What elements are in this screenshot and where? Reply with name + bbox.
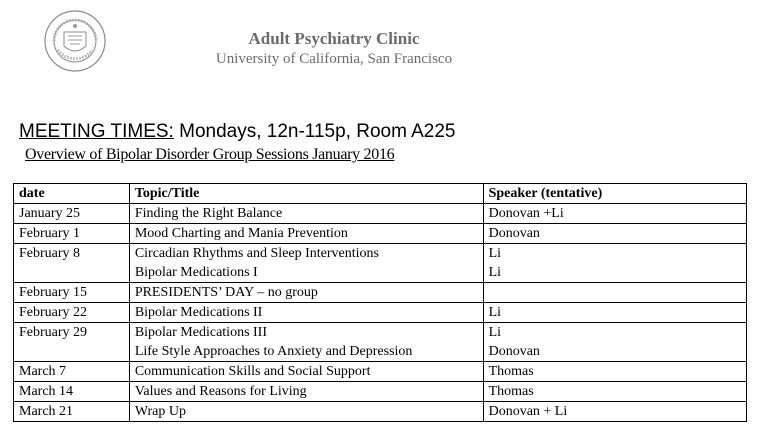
session-speaker xyxy=(483,224,746,244)
session-topic xyxy=(129,244,483,283)
table-row xyxy=(14,362,747,382)
session-topic xyxy=(129,283,483,303)
table-row xyxy=(14,323,747,362)
university-seal-logo xyxy=(44,10,106,72)
header-date: date xyxy=(14,184,130,204)
session-topic xyxy=(129,204,483,224)
topic-line: Life Style Approaches to Anxiety and Depression xyxy=(134,344,413,359)
session-date: February 22 xyxy=(14,303,130,323)
speaker-line: Li xyxy=(488,246,502,261)
topic-line: Bipolar Medications I xyxy=(134,265,258,280)
session-speaker xyxy=(483,204,746,224)
session-date: February 8 xyxy=(14,244,130,283)
speaker-line xyxy=(489,283,741,302)
session-speaker xyxy=(483,244,746,283)
session-speaker xyxy=(483,283,746,303)
speaker-line: Donovan xyxy=(488,226,540,241)
session-topic xyxy=(129,224,483,244)
table-row xyxy=(14,244,747,283)
session-topic xyxy=(129,362,483,382)
session-speaker xyxy=(483,382,746,402)
table-header-row xyxy=(14,184,747,204)
session-topic xyxy=(129,402,483,422)
topic-line: Bipolar Medications III xyxy=(134,325,267,340)
speaker-line: Li xyxy=(488,325,502,340)
session-date: February 1 xyxy=(14,224,130,244)
meeting-times-details: Mondays, 12n-115p, Room A225 xyxy=(173,121,456,142)
table-row xyxy=(14,283,747,303)
session-speaker xyxy=(483,303,746,323)
session-date: March 21 xyxy=(14,402,130,422)
session-speaker xyxy=(483,402,746,422)
clinic-name: Adult Psychiatry Clinic xyxy=(248,29,420,48)
table-row xyxy=(14,224,747,244)
table-row xyxy=(14,402,747,422)
session-date: January 25 xyxy=(14,204,130,224)
meeting-times xyxy=(19,121,456,143)
session-date: February 29 xyxy=(14,323,130,362)
topic-line: PRESIDENTS’ DAY – no group xyxy=(134,285,318,300)
speaker-line: Donovan xyxy=(488,344,540,359)
header-speaker: Speaker (tentative) xyxy=(483,184,746,204)
speaker-line: Li xyxy=(488,305,502,320)
speaker-line: Donovan +Li xyxy=(488,206,564,221)
speaker-line: Donovan + Li xyxy=(488,404,568,419)
session-date: March 14 xyxy=(14,382,130,402)
header-topic: Topic/Title xyxy=(129,184,483,204)
speaker-line: Li xyxy=(488,265,502,280)
session-topic xyxy=(129,303,483,323)
session-topic xyxy=(129,323,483,362)
topic-line: Circadian Rhythms and Sleep Interventions xyxy=(134,246,379,261)
meeting-times-label: MEETING TIMES: xyxy=(19,121,174,142)
university-name: University of California, San Francisco xyxy=(215,51,453,67)
clinic-header xyxy=(206,29,462,69)
table-row xyxy=(14,204,747,224)
overview-title: Overview of Bipolar Disorder Group Sessions January 2016 xyxy=(25,146,395,163)
table-body xyxy=(14,204,747,422)
table-row xyxy=(14,382,747,402)
session-date: March 7 xyxy=(14,362,130,382)
session-topic xyxy=(129,382,483,402)
session-speaker xyxy=(483,323,746,362)
topic-line: Wrap Up xyxy=(134,404,186,419)
speaker-line: Thomas xyxy=(488,364,534,379)
session-date: February 15 xyxy=(14,283,130,303)
topic-line: Mood Charting and Mania Prevention xyxy=(134,226,348,241)
table-row xyxy=(14,303,747,323)
topic-line: Values and Reasons for Living xyxy=(134,384,307,399)
sessions-table xyxy=(13,183,747,422)
topic-line: Bipolar Medications II xyxy=(134,305,263,320)
topic-line: Communication Skills and Social Support xyxy=(134,364,371,379)
topic-line: Finding the Right Balance xyxy=(134,206,283,221)
speaker-line: Thomas xyxy=(488,384,534,399)
session-speaker xyxy=(483,362,746,382)
